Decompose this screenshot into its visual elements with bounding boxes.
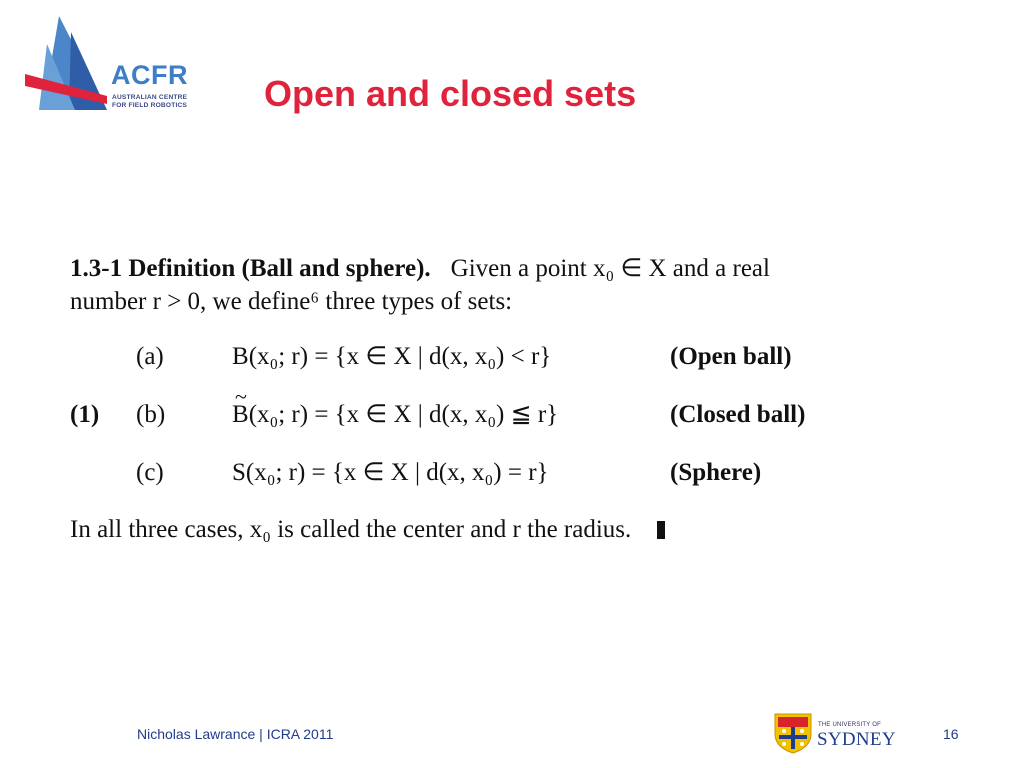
case-sphere (70, 458, 970, 488)
slide-title: Open and closed sets (264, 73, 637, 114)
case-name: (Sphere) (670, 459, 762, 486)
acfr-name-line2: FOR FIELD ROBOTICS (112, 102, 188, 109)
formula-rhs: (x₀; r) = {x ∈ X | d(x, x₀) < r} (248, 343, 552, 370)
equation-number: (1) (70, 401, 100, 428)
case-formula (232, 342, 551, 372)
definition-line-1 (70, 256, 770, 281)
formula-lhs-tilde: ~ B (232, 400, 249, 430)
case-closed-ball (70, 400, 970, 430)
formula-rhs: (x₀; r) = {x ∈ X | d(x, x₀) ≦ r} (248, 401, 559, 428)
case-label: (c) (136, 459, 164, 486)
formula-rhs: (x₀; r) = {x ∈ X | d(x, x₀) = r} (245, 459, 549, 486)
case-formula (232, 458, 549, 488)
case-label: (a) (136, 343, 164, 370)
acfr-logo (25, 14, 205, 114)
university-label-name: SYDNEY (817, 729, 896, 750)
case-formula (232, 400, 558, 430)
case-name: (Closed ball) (670, 401, 806, 428)
definition-intro-1: Given a point x₀ ∈ X and a real (450, 255, 770, 282)
case-open-ball (70, 342, 970, 372)
definition-closing: In all three cases, x₀ is called the center and r the radius. (70, 516, 632, 543)
footer-author: Nicholas Lawrance | ICRA 2011 (137, 726, 334, 742)
definition-closing-line (70, 517, 665, 542)
university-crest-icon (773, 712, 813, 754)
acfr-acronym: ACFR (111, 60, 188, 90)
acfr-sail-icon (25, 14, 111, 114)
university-logo (773, 712, 896, 756)
case-label: (b) (136, 401, 166, 428)
university-label-small: THE UNIVERSITY OF (818, 722, 881, 728)
formula-lhs: B (232, 343, 249, 370)
case-name: (Open ball) (670, 343, 792, 370)
definition-intro-2: number r > 0, we define⁶ three types of sets: (70, 288, 513, 315)
qed-icon (657, 521, 665, 539)
formula-lhs: S (232, 459, 246, 486)
acfr-name-line1: AUSTRALIAN CENTRE (112, 94, 188, 101)
definition-heading: 1.3-1 Definition (Ball and sphere). (70, 255, 431, 282)
page-number: 16 (943, 726, 959, 742)
